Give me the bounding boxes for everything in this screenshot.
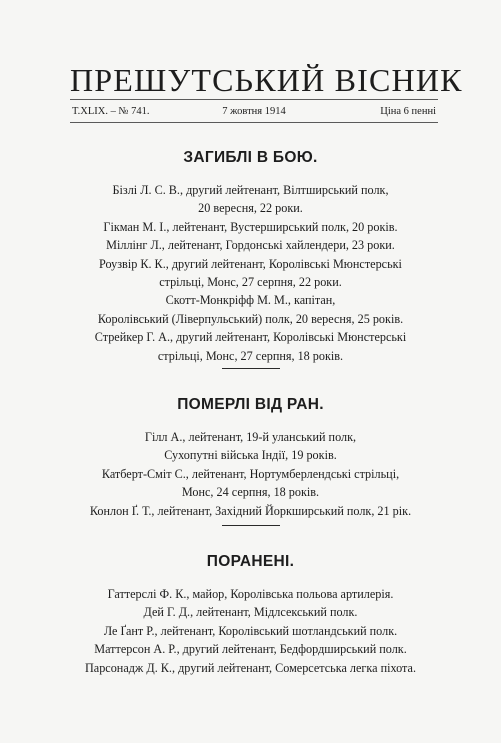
list-item: Королівський (Ліверпульський) полк, 20 вересня, 25 років. <box>97 311 404 326</box>
list-item: стрільці, Монс, 27 серпня, 18 років. <box>157 348 344 363</box>
masthead-meta-row <box>70 105 438 119</box>
casualty-list <box>40 585 461 677</box>
masthead-top-rule <box>70 99 438 100</box>
issue-price: Ціна 6 пенні <box>380 106 436 117</box>
casualty-list <box>40 181 461 365</box>
list-item: Парсонадж Д. К., другий лейтенант, Сомерсетська легка піхота. <box>84 660 416 675</box>
issue-date: 7 жовтня 1914 <box>222 106 286 117</box>
list-item: Стрейкер Г. А., другий лейтенант, Королівські Мюнстерські <box>94 330 407 345</box>
casualty-list <box>40 428 461 520</box>
list-item: Скотт-Монкріфф М. М., капітан, <box>165 293 336 308</box>
newspaper-title: ПРЕШУТСЬКИЙ ВІСНИК <box>70 62 463 98</box>
list-item: Ле Ґант Р., лейтенант, Королівський шотландський полк. <box>103 623 398 638</box>
list-item: Бізлі Л. С. В., другий лейтенант, Вілтширський полк, <box>112 183 389 197</box>
list-item: Роузвір К. К., другий лейтенант, Королівські Мюнстерські <box>99 256 402 271</box>
list-item: Маттерсон А. Р., другий лейтенант, Бедфордширський полк. <box>94 642 407 657</box>
list-item: Катберт-Сміт С., лейтенант, Нортумберлендські стрільці, <box>101 466 400 481</box>
section-heading: ЗАГИБЛІ В БОЮ. <box>183 149 318 166</box>
list-item: 20 вересня, 22 роки. <box>198 201 303 216</box>
list-item: Монс, 24 серпня, 18 років. <box>181 485 320 500</box>
list-item: Гаттерслі Ф. К., майор, Королівська польова артилерія. <box>107 587 394 601</box>
list-item: Гікман М. І., лейтенант, Вустерширський полк, 20 років. <box>103 219 398 234</box>
list-item: Гілл А., лейтенант, 19-й уланський полк, <box>144 430 357 444</box>
section-killed-in-action <box>40 148 461 365</box>
section-heading: ПОМЕРЛІ ВІД РАН. <box>177 396 324 413</box>
section-died-of-wounds <box>40 395 461 520</box>
masthead-bottom-rule <box>70 122 438 123</box>
list-item: стрільці, Монс, 27 серпня, 22 роки. <box>159 275 342 290</box>
list-item: Конлон Ґ. Т., лейтенант, Західний Йоркширський полк, 21 рік. <box>89 503 412 518</box>
section-divider <box>222 368 280 369</box>
list-item: Міллінг Л., лейтенант, Гордонські хайлендери, 23 роки. <box>106 238 395 253</box>
list-item: Дей Г. Д., лейтенант, Мідлсекський полк. <box>143 605 358 620</box>
section-divider <box>222 525 280 526</box>
section-wounded <box>40 552 461 677</box>
issue-number: T.XLIX. – № 741. <box>72 106 150 117</box>
section-heading: ПОРАНЕНІ. <box>206 553 295 570</box>
list-item: Сухопутні війська Індії, 19 років. <box>164 448 337 463</box>
